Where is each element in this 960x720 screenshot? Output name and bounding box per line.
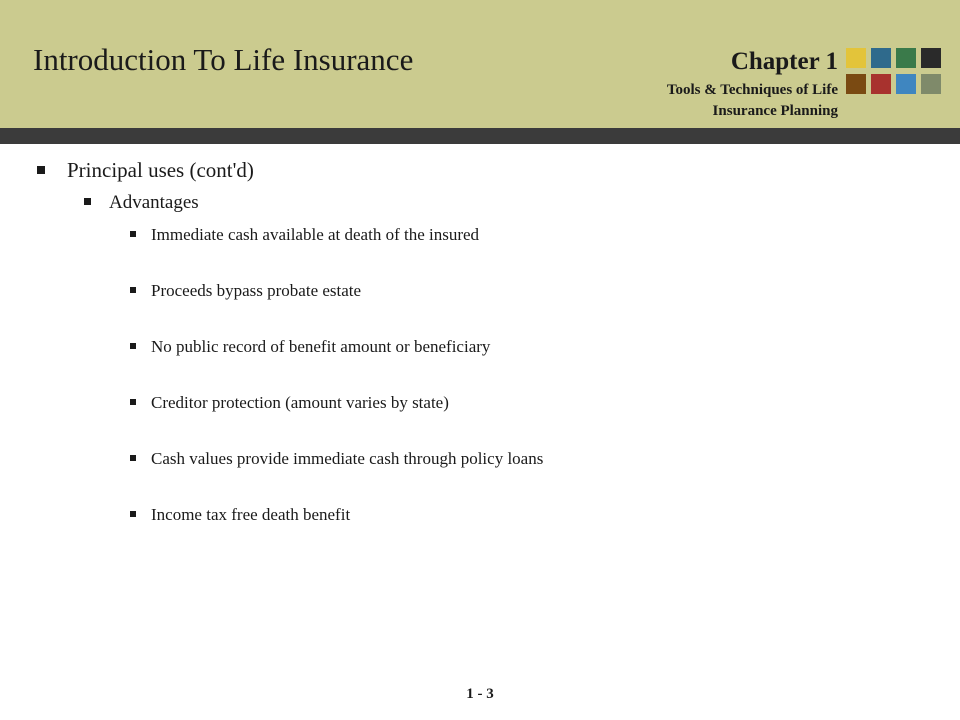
subtitle-line-2: Insurance Planning (712, 103, 838, 119)
subtitle-line-1: Tools & Techniques of Life (666, 82, 838, 98)
square-bullet-icon (130, 399, 136, 405)
slide-header (0, 0, 960, 128)
square-1 (846, 48, 866, 68)
list-item (130, 225, 479, 245)
square-2 (871, 48, 891, 68)
square-bullet-icon (84, 198, 91, 205)
square-4 (921, 48, 941, 68)
square-5 (846, 74, 866, 94)
square-bullet-icon (130, 287, 136, 293)
list-item (130, 337, 490, 357)
page-number: 1 - 3 (466, 686, 494, 702)
square-bullet-icon (130, 343, 136, 349)
list-item-text: No public record of benefit amount or beneficiary (151, 337, 491, 356)
bullet-text: Advantages (109, 192, 199, 213)
square-bullet-icon (130, 455, 136, 461)
bullet-level-2 (84, 192, 199, 214)
list-item-text: Creditor protection (amount varies by state) (151, 393, 449, 412)
square-8 (921, 74, 941, 94)
list-item (130, 281, 361, 301)
square-bullet-icon (130, 511, 136, 517)
square-6 (871, 74, 891, 94)
bullet-level-1 (37, 158, 254, 183)
square-3 (896, 48, 916, 68)
decorative-squares (846, 48, 942, 94)
chapter-label: Chapter 1 (730, 48, 838, 75)
bullet-text: Principal uses (cont'd) (67, 158, 254, 182)
slide-title: Introduction To Life Insurance (33, 42, 414, 77)
square-bullet-icon (130, 231, 136, 237)
chapter-subtitle (667, 80, 838, 122)
list-item (130, 449, 543, 469)
square-bullet-icon (37, 166, 45, 174)
list-item-text: Cash values provide immediate cash through policy loans (151, 449, 544, 468)
list-item-text: Proceeds bypass probate estate (151, 281, 362, 300)
square-7 (896, 74, 916, 94)
list-item (130, 505, 350, 525)
list-item-text: Immediate cash available at death of the insured (151, 225, 480, 244)
list-item (130, 393, 449, 413)
header-divider-bar (0, 128, 960, 144)
list-item-text: Income tax free death benefit (151, 505, 351, 524)
